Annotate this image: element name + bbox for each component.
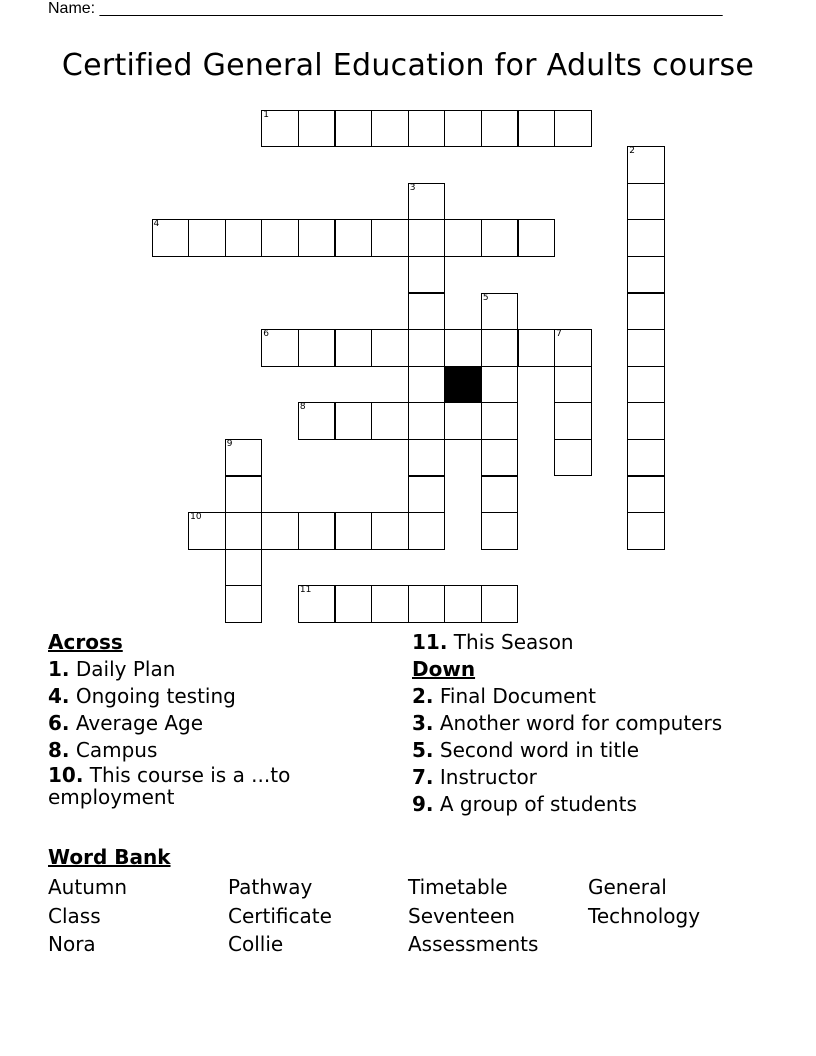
word-bank-column [228, 873, 332, 959]
crossword-cell[interactable] [261, 219, 299, 257]
crossword-cell[interactable] [261, 329, 299, 367]
word-bank-item: Certificate [228, 903, 332, 928]
crossword-cell[interactable] [261, 512, 299, 550]
crossword-cell[interactable] [627, 219, 665, 257]
crossword-cell[interactable] [481, 439, 519, 477]
crossword-cell[interactable] [554, 439, 592, 477]
crossword-cell[interactable] [408, 256, 446, 294]
crossword-cell[interactable] [444, 219, 482, 257]
crossword-cell[interactable] [408, 402, 446, 440]
clue-across-10: 10. This course is a ...to employment [48, 763, 291, 809]
word-bank-title: Word Bank [48, 845, 171, 869]
clue-number: 7 [556, 329, 562, 340]
crossword-cell[interactable] [481, 366, 519, 404]
crossword-cell[interactable] [481, 329, 519, 367]
crossword-cell[interactable] [225, 549, 263, 587]
crossword-cell[interactable] [518, 219, 556, 257]
clue-across-6: 6. Average Age [48, 711, 204, 735]
clue-down-2: 2. Final Document [412, 684, 596, 708]
crossword-cell[interactable] [627, 512, 665, 550]
down-clues [412, 629, 792, 818]
crossword-cell[interactable] [335, 329, 373, 367]
clue-number: 3 [409, 182, 416, 193]
crossword-cell[interactable] [408, 110, 446, 148]
crossword-block [444, 366, 482, 404]
word-bank-item: Assessments [408, 932, 539, 956]
page-title: Certified General Education for Adults course [61, 48, 755, 83]
crossword-cell[interactable] [518, 329, 556, 367]
word-bank-item: Seventeen [408, 903, 515, 928]
word-bank-column [588, 873, 700, 930]
crossword-cell[interactable] [481, 110, 519, 148]
crossword-cell[interactable] [408, 183, 446, 221]
clue-number: 1 [263, 109, 270, 120]
crossword-cell[interactable] [408, 219, 446, 257]
crossword-cell[interactable] [554, 402, 592, 440]
crossword-cell[interactable] [481, 219, 519, 257]
crossword-cell[interactable] [408, 439, 446, 477]
crossword-cell[interactable] [444, 585, 482, 623]
crossword-cell[interactable] [298, 402, 336, 440]
clue-number: 11 [299, 585, 312, 596]
crossword-cell[interactable] [481, 585, 519, 623]
clue-down-3: 3. Another word for computers [412, 711, 723, 735]
clue-number: 4 [153, 219, 160, 230]
crossword-cell[interactable] [408, 293, 446, 331]
crossword-cell[interactable] [371, 329, 409, 367]
word-bank-item: Autumn [48, 875, 128, 899]
clue-down-7: 7. Instructor [412, 765, 537, 789]
clue-number: 5 [482, 292, 489, 303]
crossword-cell[interactable] [188, 219, 226, 257]
crossword-cell[interactable] [261, 110, 299, 148]
crossword-cell[interactable] [481, 293, 519, 331]
clue-number: 8 [299, 402, 306, 413]
clue-number: 6 [263, 329, 270, 340]
word-bank-item: Collie [228, 932, 284, 956]
crossword-cell[interactable] [481, 512, 519, 550]
crossword-cell[interactable] [408, 366, 446, 404]
word-bank-item: Nora [48, 932, 96, 956]
clue-down-9: 9. A group of students [412, 792, 637, 816]
crossword-cell[interactable] [554, 110, 592, 148]
word-bank-column [408, 873, 538, 959]
clue-across-11: 11. This Season [412, 630, 574, 654]
word-bank-item: Technology [588, 903, 701, 928]
crossword-cell[interactable] [408, 476, 446, 514]
crossword-cell[interactable] [335, 110, 373, 148]
crossword-cell[interactable] [371, 219, 409, 257]
crossword-cell[interactable] [225, 476, 263, 514]
crossword-cell[interactable] [481, 402, 519, 440]
crossword-cell[interactable] [298, 329, 336, 367]
across-clues [48, 629, 378, 813]
word-bank-item: Class [48, 903, 101, 928]
crossword-cell[interactable] [554, 366, 592, 404]
crossword-cell[interactable] [554, 329, 592, 367]
crossword-cell[interactable] [335, 402, 373, 440]
crossword-cell[interactable] [627, 146, 665, 184]
clue-number: 2 [629, 146, 636, 157]
word-bank-item: General [588, 875, 667, 899]
crossword-cell[interactable] [408, 512, 446, 550]
crossword-cell[interactable] [481, 476, 519, 514]
crossword-cell[interactable] [225, 219, 263, 257]
crossword-cell[interactable] [225, 439, 263, 477]
name-field-label: Name: ______________________________________________________________________ [48, 0, 723, 17]
crossword-cell[interactable] [335, 512, 373, 550]
across-header: Across [48, 630, 123, 654]
crossword-cell[interactable] [335, 219, 373, 257]
crossword-cell[interactable] [444, 110, 482, 148]
crossword-cell[interactable] [225, 585, 263, 623]
word-bank-item: Pathway [228, 875, 313, 899]
crossword-cell[interactable] [627, 293, 665, 331]
crossword-cell[interactable] [518, 110, 556, 148]
crossword-cell[interactable] [408, 329, 446, 367]
crossword-cell[interactable] [627, 439, 665, 477]
crossword-cell[interactable] [188, 512, 226, 550]
clue-across-8: 8. Campus [48, 738, 158, 762]
down-header: Down [412, 657, 476, 681]
crossword-cell[interactable] [298, 512, 336, 550]
clue-across-4: 4. Ongoing testing [48, 684, 236, 708]
clue-across-1: 1. Daily Plan [48, 657, 176, 681]
word-bank-column [48, 873, 127, 959]
crossword-cell[interactable] [408, 585, 446, 623]
crossword-cell[interactable] [298, 585, 336, 623]
crossword-cell[interactable] [627, 476, 665, 514]
crossword-cell[interactable] [444, 329, 482, 367]
crossword-cell[interactable] [335, 585, 373, 623]
crossword-cell[interactable] [371, 512, 409, 550]
word-bank-item: Timetable [408, 875, 508, 899]
crossword-cell[interactable] [371, 585, 409, 623]
crossword-cell[interactable] [627, 256, 665, 294]
crossword-cell[interactable] [371, 402, 409, 440]
crossword-cell[interactable] [298, 110, 336, 148]
crossword-cell[interactable] [444, 402, 482, 440]
crossword-cell[interactable] [627, 329, 665, 367]
clue-down-5: 5. Second word in title [412, 738, 640, 762]
clue-number: 9 [226, 438, 233, 449]
crossword-cell[interactable] [371, 110, 409, 148]
crossword-cell[interactable] [152, 219, 190, 257]
crossword-cell[interactable] [627, 183, 665, 221]
clue-number: 10 [190, 512, 202, 523]
crossword-cell[interactable] [225, 512, 263, 550]
crossword-cell[interactable] [298, 219, 336, 257]
crossword-cell[interactable] [627, 366, 665, 404]
crossword-cell[interactable] [627, 402, 665, 440]
